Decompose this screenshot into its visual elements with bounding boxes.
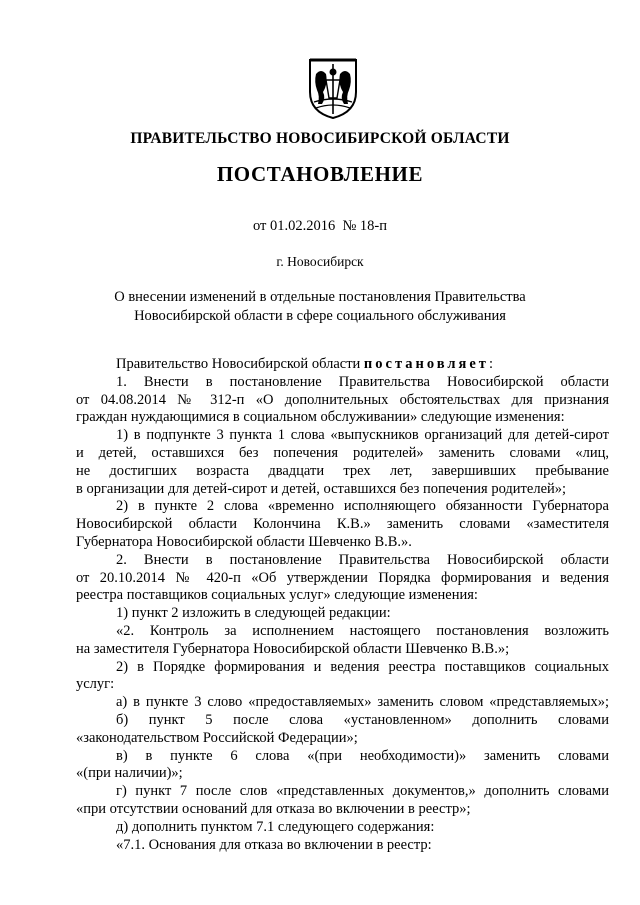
body-line: Губернатора Новосибирской области Шевченко В.В.». [76,533,412,550]
body-line: «7.1. Основания для отказа во включении в реестр: [116,836,432,853]
body-line: Новосибирской области Колончина К.В.» заменить словами «заместителя [76,516,609,533]
body-line: в) в пункте 6 слова «(при необходимости)» заменить словами [116,747,609,764]
intro-decree-word: постановляет [363,356,489,372]
government-name: ПРАВИТЕЛЬСТВО НОВОСИБИРСКОЙ ОБЛАСТИ [130,130,510,147]
body-line: и детей, оставшихся без попечения родителей» заменить словами «лиц, [76,444,609,461]
novosibirsk-coat-of-arms-icon [306,54,360,120]
body-line: 1. Внести в постановление Правительства Новосибирской области [116,373,609,390]
subject-line-2: Новосибирской области в сфере социального обслуживания [134,308,506,324]
body-line: в организации для детей-сирот и детей, оставшихся без попечения родителей»; [76,480,567,497]
intro-colon: : [488,356,493,372]
body-line: «2. Контроль за исполнением настоящего постановления возложить [116,622,609,639]
body-intro [76,356,609,374]
body-line: «законодательством Российской Федерации»; [76,729,358,746]
body-line: 1) пункт 2 изложить в следующей редакции: [116,605,391,622]
city: г. Новосибирск [276,254,364,269]
body-line: граждан нуждающимися в социальном обслуживании» следующие изменения: [76,409,565,426]
body-line: 1) в подпункте 3 пункта 1 слова «выпускников организаций для детей-сирот [116,427,609,444]
body-line: б) пункт 5 после слова «установленном» дополнить словами [116,711,609,728]
body-line: 2) в Порядке формирования и ведения реестра поставщиков социальных [116,658,609,675]
body-line: «при отсутствии оснований для отказа во включении в реестр»; [76,800,471,817]
body-line: реестра поставщиков социальных услуг» следующие изменения: [76,587,478,604]
intro-text: Правительство Новосибирской области [116,356,364,372]
body-line: «(при наличии)»; [76,765,183,782]
document-type-title: ПОСТАНОВЛЕНИЕ [216,162,424,186]
body-line: а) в пункте 3 слово «предоставляемых» заменить словом «представляемых»; [116,694,609,711]
body-line: 2) в пункте 2 слова «временно исполняющего обязанности Губернатора [116,498,609,515]
body-line: на заместителя Губернатора Новосибирской области Шевченко В.В.»; [76,640,510,657]
date-and-number: от 01.02.2016 № 18-п [252,218,388,234]
body-line: услуг: [76,676,115,693]
document-body [76,356,609,854]
document-subject [0,288,640,326]
body-line: от 20.10.2014 № 420-п «Об утверждении Порядка формирования и ведения [76,569,609,586]
subject-line-1: О внесении изменений в отдельные постановления Правительства [114,289,526,305]
body-line: д) дополнить пунктом 7.1 следующего содержания: [116,818,435,835]
body-line: г) пункт 7 после слов «представленных документов,» дополнить словами [116,783,609,800]
body-line: не достигших возраста двадцати трех лет, завершивших пребывание [76,462,609,479]
body-line: 2. Внести в постановление Правительства Новосибирской области [116,551,609,568]
body-line: от 04.08.2014 № 312-п «О дополнительных обстоятельствах для признания [76,391,609,408]
